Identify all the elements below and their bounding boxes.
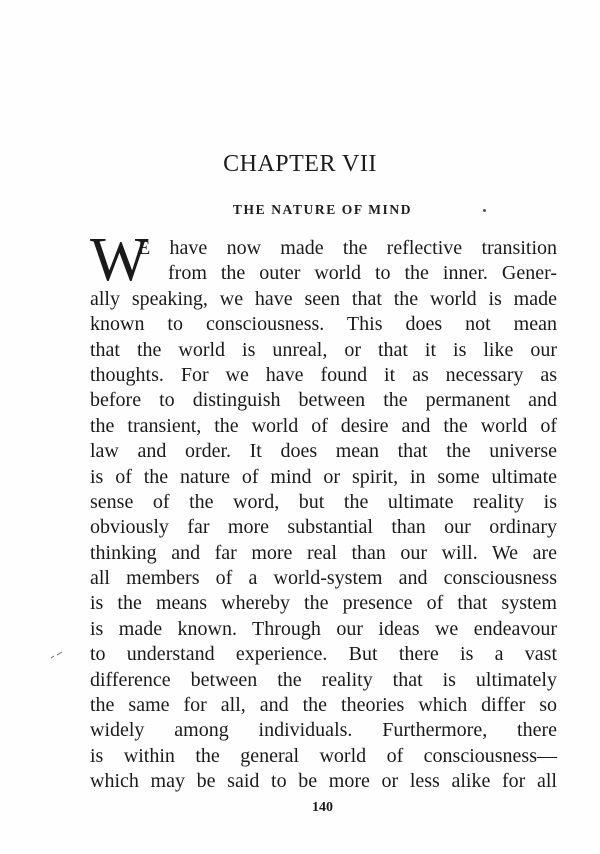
text-line-content: all members of a world-system and consciousness	[90, 567, 557, 590]
chapter-title: THE NATURE OF MIND	[232, 202, 413, 217]
text-line-content: from the outer world to the inner. Gener-	[168, 262, 557, 285]
text-line	[90, 617, 557, 642]
text-line	[90, 388, 557, 413]
text-line	[90, 769, 557, 794]
text-line	[90, 439, 557, 464]
text-line	[90, 490, 557, 515]
text-line	[90, 287, 557, 312]
drop-cap: W	[90, 226, 149, 294]
pencil-margin-mark	[50, 651, 64, 659]
text-line-content: obviously far more substantial than our ordinary	[90, 516, 557, 539]
text-line-content: E have now made the reflective transition	[138, 237, 557, 259]
text-line-content: the transient, the world of desire and the world of	[90, 414, 557, 437]
text-line-content: thinking and far more real than our will. We are	[90, 541, 557, 564]
body-paragraph	[90, 236, 557, 795]
text-line	[90, 261, 557, 286]
text-line	[90, 363, 557, 388]
text-line-content: is the means whereby the presence of that system	[90, 592, 557, 615]
text-line-content: the same for all, and the theories which differ so	[90, 694, 557, 717]
text-line-content: is made known. Through our ideas we endeavour	[90, 617, 557, 640]
text-line-content: before to distinguish between the permanent and	[90, 389, 557, 412]
text-line	[90, 541, 557, 566]
text-line-content: that the world is unreal, or that it is like our	[90, 338, 557, 361]
chapter-heading: CHAPTER VII	[223, 151, 377, 177]
page-number: 140	[312, 800, 333, 815]
text-line	[90, 515, 557, 540]
text-line	[90, 338, 557, 363]
text-line-content: known to consciousness. This does not mean	[90, 313, 557, 336]
text-line	[90, 642, 557, 667]
text-line	[90, 693, 557, 718]
text-line-content: to understand experience. But there is a vast	[90, 643, 557, 666]
text-line-content: difference between the reality that is ultimately	[90, 668, 557, 691]
text-line-content: thoughts. For we have found it as necessary as	[90, 363, 557, 386]
text-line-content: is within the general world of consciousness—	[90, 744, 557, 767]
text-line-content: sense of the word, but the ultimate reality is	[90, 490, 557, 513]
text-line-content: ally speaking, we have seen that the world is made	[90, 287, 557, 310]
text-line	[90, 668, 557, 693]
text-line	[90, 718, 557, 743]
text-line-content: law and order. It does mean that the universe	[90, 440, 557, 463]
text-line	[90, 414, 557, 439]
text-line-content: is of the nature of mind or spirit, in some ultimate	[90, 465, 557, 488]
text-line	[90, 566, 557, 591]
text-line	[90, 312, 557, 337]
text-line	[90, 236, 557, 261]
text-line-content: which may be said to be more or less alike for all	[90, 770, 557, 793]
text-line-content: widely among individuals. Furthermore, there	[90, 719, 557, 742]
scan-speck	[483, 209, 486, 212]
text-line	[90, 744, 557, 769]
text-line	[90, 591, 557, 616]
text-line	[90, 465, 557, 490]
